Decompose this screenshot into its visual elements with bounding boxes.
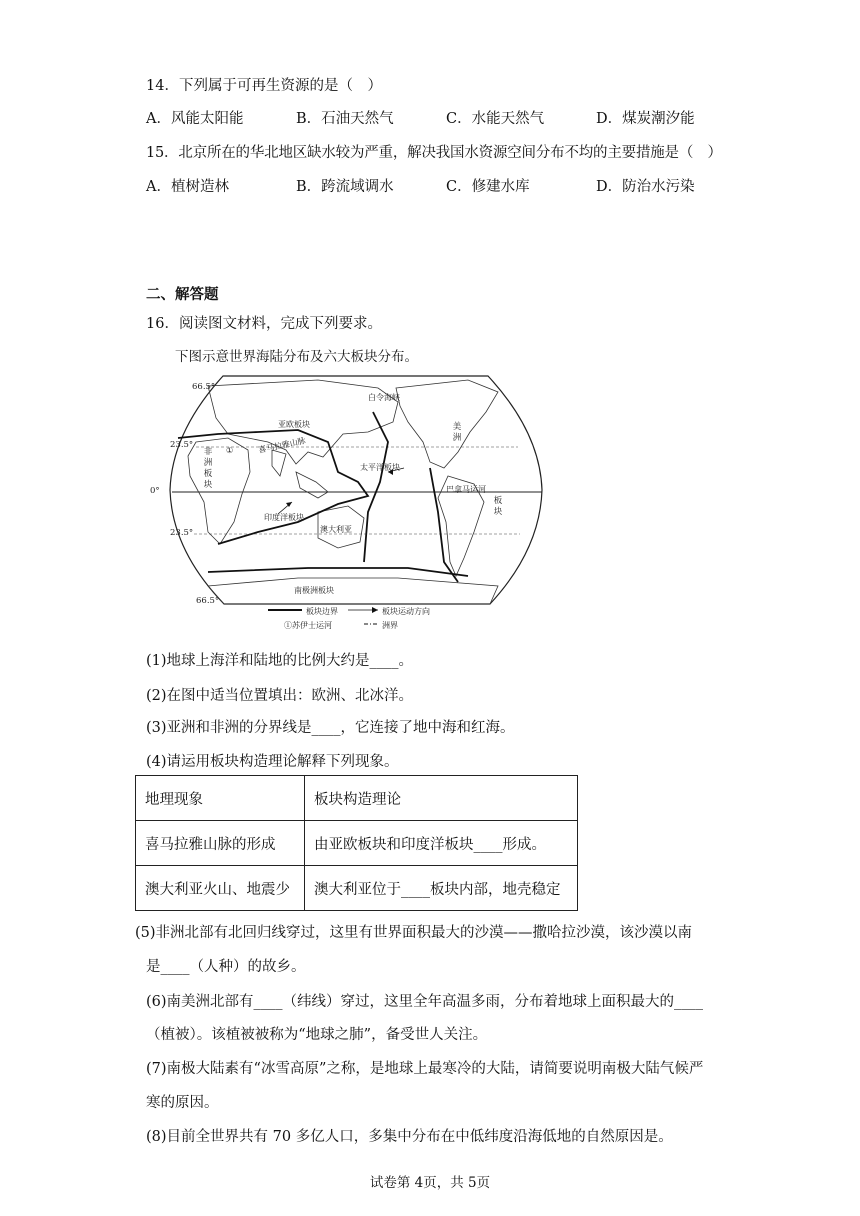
table-cell: 澳大利亚火山、地震少 xyxy=(136,866,305,911)
table-header-theory: 板块构造理论 xyxy=(305,776,578,821)
q14-stem: 14．下列属于可再生资源的是（ ） xyxy=(146,78,382,94)
q16-stem: 16．阅读图文材料，完成下列要求。 xyxy=(146,316,382,332)
table-cell: 由亚欧板块和印度洋板块____形成。 xyxy=(305,821,578,866)
q15-option-b: B．跨流域调水 xyxy=(296,179,394,195)
lat-label-66s: 66.5° xyxy=(196,596,220,606)
label-eurasian-plate: 亚欧板块 xyxy=(278,420,310,429)
map-graphic xyxy=(168,372,546,634)
lat-label-23n: 23.5° xyxy=(170,440,194,450)
table-cell: 喜马拉雅山脉的形成 xyxy=(136,821,305,866)
q16-sub-5-line1: (5)非洲北部有北回归线穿过，这里有世界面积最大的沙漠——撒哈拉沙漠，该沙漠以南 xyxy=(135,925,693,941)
label-antarctic-plate: 南极洲板块 xyxy=(294,586,334,595)
label-american-plate-top: 美洲 xyxy=(452,422,462,443)
q16-sub-6-line2: （植被）。该植被被称为“地球之肺”，备受世人关注。 xyxy=(146,1027,488,1043)
legend-plate-boundary: 板块边界 xyxy=(306,607,338,616)
table-cell: 澳大利亚位于____板块内部，地壳稳定 xyxy=(305,866,578,911)
q16-sub-4: (4)请运用板块构造理论解释下列现象。 xyxy=(146,754,399,770)
page-footer: 试卷第 4页，共 5页 xyxy=(369,1175,491,1191)
q16-sub-2: (2)在图中适当位置填出：欧洲、北冰洋。 xyxy=(146,688,414,704)
q15-option-c: C．修建水库 xyxy=(446,179,530,195)
world-plate-map xyxy=(150,372,546,634)
table-row xyxy=(136,821,578,866)
lat-label-66n: 66.5° xyxy=(192,382,216,392)
q16-sub-1: (1)地球上海洋和陆地的比例大约是____。 xyxy=(146,653,414,669)
map-caption: 下图示意世界海陆分布及六大板块分布。 xyxy=(175,349,418,365)
legend-continent-boundary: 洲界 xyxy=(382,621,398,630)
q15-option-d: D．防治水污染 xyxy=(596,179,695,195)
section-title: 二、解答题 xyxy=(146,286,219,303)
q14-option-c: C．水能天然气 xyxy=(446,111,545,127)
lat-label-equator: 0° xyxy=(150,486,160,496)
q16-sub-6-line1: (6)南美洲北部有____（纬线）穿过，这里全年高温多雨，分布着地球上面积最大的____ xyxy=(146,994,704,1010)
plate-theory-table xyxy=(135,775,578,911)
label-indian-plate: 印度洋板块 xyxy=(264,513,304,522)
legend-suez-canal: ①苏伊士运河 xyxy=(284,621,332,630)
table-header-phenomenon: 地理现象 xyxy=(136,776,305,821)
label-bering-strait: 白令海峡 xyxy=(368,393,400,402)
label-african-plate: 非洲板块 xyxy=(203,447,213,490)
q16-sub-3: (3)亚洲和非洲的分界线是____，它连接了地中海和红海。 xyxy=(146,720,515,736)
q16-sub-5-line2: 是____（人种）的故乡。 xyxy=(146,959,306,975)
label-american-plate-bottom: 板块 xyxy=(493,496,503,517)
label-pacific-plate: 太平洋板块 xyxy=(360,463,400,472)
q15-option-a: A．植树造林 xyxy=(146,179,229,195)
label-australia: 澳大利亚 xyxy=(320,525,352,534)
label-himalaya: 喜马拉雅山脉 xyxy=(257,436,307,455)
q16-sub-8: (8)目前全世界共有 70 多亿人口，多集中分布在中低纬度沿海低地的自然原因是。 xyxy=(146,1129,673,1145)
q14-option-b: B．石油天然气 xyxy=(296,111,394,127)
lat-label-23s: 23.5° xyxy=(170,528,194,538)
table-row xyxy=(136,866,578,911)
q16-sub-7-line1: (7)南极大陆素有“冰雪高原”之称，是地球上最寒冷的大陆，请简要说明南极大陆气候严 xyxy=(146,1061,704,1077)
q14-option-d: D．煤炭潮汐能 xyxy=(596,111,695,127)
label-marker-1: ① xyxy=(226,446,234,455)
table-header-row xyxy=(136,776,578,821)
label-panama-canal: 巴拿马运河 xyxy=(446,485,486,494)
q14-option-a: A．风能太阳能 xyxy=(146,111,244,127)
q16-sub-7-line2: 寒的原因。 xyxy=(146,1095,219,1111)
q15-stem: 15．北京所在的华北地区缺水较为严重，解决我国水资源空间分布不均的主要措施是（ ） xyxy=(146,145,722,161)
legend-plate-motion: 板块运动方向 xyxy=(382,607,430,616)
